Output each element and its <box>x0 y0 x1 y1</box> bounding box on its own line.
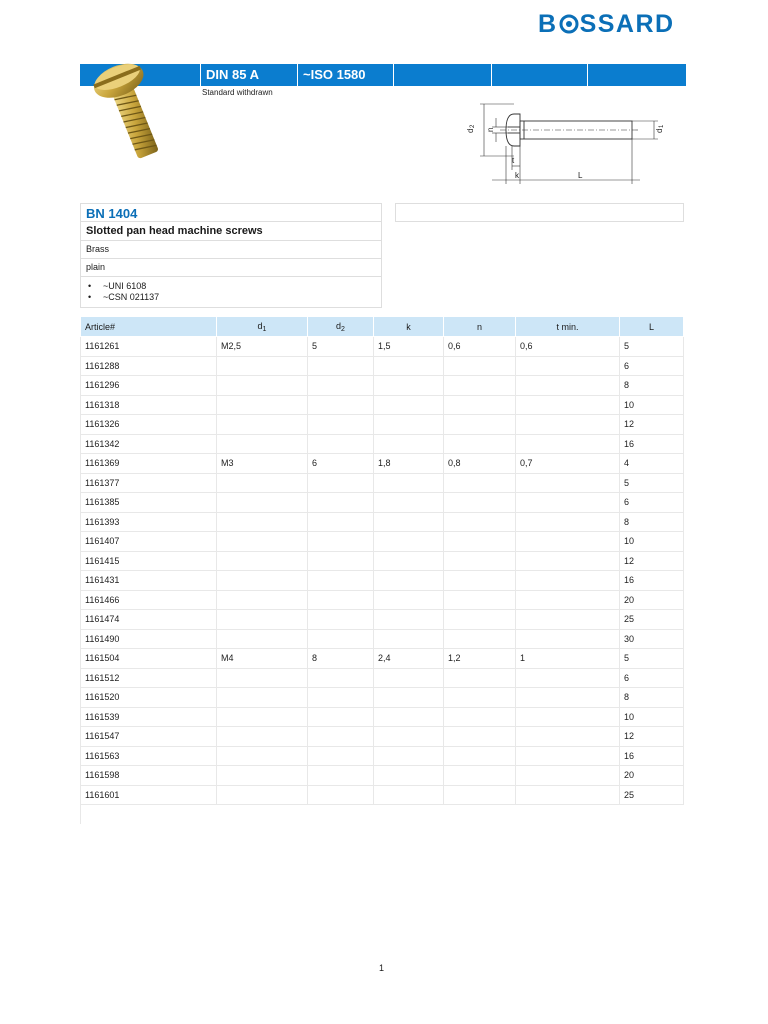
table-cell <box>444 746 516 766</box>
table-cell <box>217 493 308 513</box>
table-cell <box>444 785 516 805</box>
table-cell: 25 <box>620 610 684 630</box>
table-cell <box>374 707 444 727</box>
table-cell <box>217 415 308 435</box>
table-cell: 1,8 <box>374 454 444 474</box>
table-cell: 16 <box>620 434 684 454</box>
table-cell <box>308 493 374 513</box>
table-cell <box>374 532 444 552</box>
table-cell: 1161539 <box>81 707 217 727</box>
table-cell <box>444 376 516 396</box>
table-cell: 1161261 <box>81 337 217 357</box>
table-cell <box>308 434 374 454</box>
table-cell <box>308 376 374 396</box>
table-cell <box>217 532 308 552</box>
table-cell <box>308 610 374 630</box>
table-header-row <box>81 317 684 337</box>
table-cell: 4 <box>620 454 684 474</box>
table-cell <box>308 473 374 493</box>
equivalent-item: • ~UNI 6108 <box>86 281 376 292</box>
table-cell: 12 <box>620 551 684 571</box>
header-empty-2 <box>491 64 587 86</box>
table-cell: 5 <box>620 649 684 669</box>
table-cell: 1161318 <box>81 395 217 415</box>
table-cell <box>444 415 516 435</box>
header-empty-1 <box>393 64 491 86</box>
table-row <box>81 766 684 786</box>
table-cell <box>374 610 444 630</box>
table-cell <box>217 473 308 493</box>
table-cell: 1,5 <box>374 337 444 357</box>
table-cell: 2,4 <box>374 649 444 669</box>
table-cell <box>516 610 620 630</box>
table-cell: 0,8 <box>444 454 516 474</box>
table-cell: 0,7 <box>516 454 620 474</box>
table-cell <box>516 766 620 786</box>
table-cell <box>516 746 620 766</box>
table-cell: 1161474 <box>81 610 217 630</box>
table-cell <box>374 356 444 376</box>
table-cell <box>217 376 308 396</box>
table-cell <box>217 590 308 610</box>
table-cell: 1161520 <box>81 688 217 708</box>
logo-text-start: B <box>538 10 558 38</box>
product-name: Slotted pan head machine screws <box>80 222 382 241</box>
product-code: BN 1404 <box>80 203 382 222</box>
table-cell <box>374 415 444 435</box>
page-number: 1 <box>379 963 385 973</box>
table-cell <box>374 473 444 493</box>
table-cell <box>516 434 620 454</box>
table-cell: 1161377 <box>81 473 217 493</box>
table-cell <box>444 434 516 454</box>
table-cell <box>217 551 308 571</box>
table-cell <box>516 376 620 396</box>
table-cell <box>516 512 620 532</box>
table-cell <box>217 707 308 727</box>
table-cell <box>516 590 620 610</box>
col-header-n: n <box>444 317 516 337</box>
table-cell: 16 <box>620 571 684 591</box>
table-cell: 1161431 <box>81 571 217 591</box>
drawing-label-n: n <box>486 127 495 132</box>
table-cell: 12 <box>620 415 684 435</box>
product-material: Brass <box>80 241 382 259</box>
table-cell: 0,6 <box>516 337 620 357</box>
product-finish: plain <box>80 259 382 277</box>
table-cell <box>217 571 308 591</box>
table-cell: 0,6 <box>444 337 516 357</box>
table-cell <box>308 746 374 766</box>
table-cell <box>308 590 374 610</box>
table-row <box>81 727 684 747</box>
table-cell <box>374 551 444 571</box>
table-cell <box>374 727 444 747</box>
table-cell <box>217 434 308 454</box>
table-cell <box>374 434 444 454</box>
table-row <box>81 395 684 415</box>
screw-photo-image <box>92 56 176 171</box>
table-row <box>81 668 684 688</box>
equivalent-item: • ~CSN 021137 <box>86 292 376 303</box>
table-cell: 6 <box>620 356 684 376</box>
table-cell <box>444 356 516 376</box>
table-cell: 8 <box>308 649 374 669</box>
article-table <box>80 316 684 805</box>
table-cell <box>308 707 374 727</box>
table-cell <box>374 766 444 786</box>
standard-note: Standard withdrawn <box>202 88 273 97</box>
table-row <box>81 590 684 610</box>
table-row <box>81 454 684 474</box>
table-cell <box>444 551 516 571</box>
table-row <box>81 493 684 513</box>
table-cell: 1161342 <box>81 434 217 454</box>
table-cell <box>308 629 374 649</box>
table-row <box>81 746 684 766</box>
table-cell: 16 <box>620 746 684 766</box>
table-cell <box>308 727 374 747</box>
table-row <box>81 688 684 708</box>
table-cell <box>374 512 444 532</box>
table-cell <box>516 395 620 415</box>
table-row <box>81 512 684 532</box>
table-cell <box>374 493 444 513</box>
table-cell <box>444 727 516 747</box>
table-cell: 8 <box>620 376 684 396</box>
table-cell <box>374 590 444 610</box>
table-row <box>81 571 684 591</box>
table-cell <box>374 688 444 708</box>
table-cell <box>516 571 620 591</box>
table-row <box>81 376 684 396</box>
standard-iso: ~ISO 1580 <box>297 64 393 86</box>
table-cell <box>516 668 620 688</box>
table-cell <box>444 473 516 493</box>
table-cell <box>308 688 374 708</box>
table-cell <box>444 668 516 688</box>
table-cell: 1161504 <box>81 649 217 669</box>
table-cell <box>374 629 444 649</box>
table-cell: 5 <box>620 473 684 493</box>
empty-info-box <box>395 203 684 222</box>
table-cell: 30 <box>620 629 684 649</box>
table-cell <box>217 746 308 766</box>
table-row <box>81 337 684 357</box>
bossard-logo <box>538 10 675 39</box>
table-cell: 1161385 <box>81 493 217 513</box>
table-cell <box>217 512 308 532</box>
standard-din: DIN 85 A <box>200 64 297 86</box>
table-cell <box>308 415 374 435</box>
table-bottom-edge <box>80 800 81 824</box>
table-cell <box>308 395 374 415</box>
drawing-label-t: t <box>512 156 515 165</box>
header-empty-3 <box>587 64 686 86</box>
table-cell: 8 <box>620 688 684 708</box>
table-row <box>81 473 684 493</box>
col-header-L: L <box>620 317 684 337</box>
table-cell: 1161512 <box>81 668 217 688</box>
table-cell <box>217 688 308 708</box>
table-cell: 10 <box>620 532 684 552</box>
table-cell: 20 <box>620 590 684 610</box>
table-cell <box>444 493 516 513</box>
table-cell: 1161490 <box>81 629 217 649</box>
table-cell <box>217 395 308 415</box>
drawing-label-d1-sub: 1 <box>659 124 665 128</box>
table-cell: M3 <box>217 454 308 474</box>
table-cell: 20 <box>620 766 684 786</box>
table-cell <box>516 532 620 552</box>
col-header-t: t min. <box>516 317 620 337</box>
table-cell <box>308 571 374 591</box>
col-header-article: Article# <box>81 317 217 337</box>
table-row <box>81 610 684 630</box>
table-cell: 6 <box>308 454 374 474</box>
table-cell: 1161369 <box>81 454 217 474</box>
table-cell: 1161598 <box>81 766 217 786</box>
table-cell: 1161326 <box>81 415 217 435</box>
table-cell <box>308 668 374 688</box>
table-cell: 25 <box>620 785 684 805</box>
table-cell: 8 <box>620 512 684 532</box>
table-cell: 1161601 <box>81 785 217 805</box>
table-cell <box>516 551 620 571</box>
table-cell: 6 <box>620 493 684 513</box>
table-row <box>81 356 684 376</box>
drawing-label-L: L <box>578 171 583 180</box>
table-cell <box>516 473 620 493</box>
table-cell: M4 <box>217 649 308 669</box>
table-cell <box>516 629 620 649</box>
table-cell <box>444 395 516 415</box>
table-cell <box>444 629 516 649</box>
table-cell: 10 <box>620 395 684 415</box>
table-cell <box>308 551 374 571</box>
table-cell <box>217 727 308 747</box>
table-cell <box>444 688 516 708</box>
table-row <box>81 551 684 571</box>
table-cell <box>217 785 308 805</box>
col-header-k: k <box>374 317 444 337</box>
table-cell: 5 <box>308 337 374 357</box>
table-cell <box>444 532 516 552</box>
table-cell: 1161393 <box>81 512 217 532</box>
logo-text-end: SSARD <box>579 10 675 38</box>
table-cell <box>374 746 444 766</box>
table-cell: 1161466 <box>81 590 217 610</box>
table-cell <box>308 356 374 376</box>
table-row <box>81 532 684 552</box>
table-cell: 1161296 <box>81 376 217 396</box>
table-cell <box>374 376 444 396</box>
table-cell <box>516 688 620 708</box>
table-cell <box>217 766 308 786</box>
table-cell <box>374 571 444 591</box>
table-cell: 5 <box>620 337 684 357</box>
col-header-d1: $d_1$ <box>217 317 308 337</box>
table-row <box>81 785 684 805</box>
table-cell: 12 <box>620 727 684 747</box>
table-cell: 1161563 <box>81 746 217 766</box>
table-cell <box>444 512 516 532</box>
table-cell <box>516 493 620 513</box>
drawing-label-k: k <box>515 171 519 180</box>
table-cell <box>444 766 516 786</box>
table-cell: 1161547 <box>81 727 217 747</box>
table-row <box>81 434 684 454</box>
table-cell <box>308 532 374 552</box>
table-cell <box>516 785 620 805</box>
table-row <box>81 649 684 669</box>
table-cell: 1161415 <box>81 551 217 571</box>
logo-o-icon <box>559 14 579 34</box>
table-cell <box>444 707 516 727</box>
drawing-label-d1: d <box>655 128 664 133</box>
table-cell <box>516 727 620 747</box>
table-cell: 1 <box>516 649 620 669</box>
table-cell: 1161407 <box>81 532 217 552</box>
table-cell <box>374 785 444 805</box>
table-row <box>81 707 684 727</box>
table-cell <box>516 415 620 435</box>
table-cell <box>308 512 374 532</box>
drawing-label-d2: d <box>466 128 475 133</box>
table-cell <box>374 668 444 688</box>
table-cell: 10 <box>620 707 684 727</box>
table-cell <box>217 610 308 630</box>
table-cell <box>444 571 516 591</box>
table-cell: 6 <box>620 668 684 688</box>
table-cell <box>374 395 444 415</box>
table-cell <box>217 356 308 376</box>
table-cell: 1,2 <box>444 649 516 669</box>
table-cell: 1161288 <box>81 356 217 376</box>
table-cell <box>516 707 620 727</box>
table-row <box>81 415 684 435</box>
table-cell <box>308 785 374 805</box>
table-cell <box>217 629 308 649</box>
col-header-d2: $d_2$ <box>308 317 374 337</box>
table-cell: M2,5 <box>217 337 308 357</box>
table-cell <box>308 766 374 786</box>
drawing-label-d2-sub: 2 <box>470 124 476 128</box>
table-row <box>81 629 684 649</box>
product-info-panel <box>80 203 382 308</box>
product-equivalents <box>80 277 382 308</box>
technical-drawing <box>462 100 672 195</box>
table-cell <box>444 610 516 630</box>
table-cell <box>444 590 516 610</box>
table-cell <box>217 668 308 688</box>
table-cell <box>516 356 620 376</box>
